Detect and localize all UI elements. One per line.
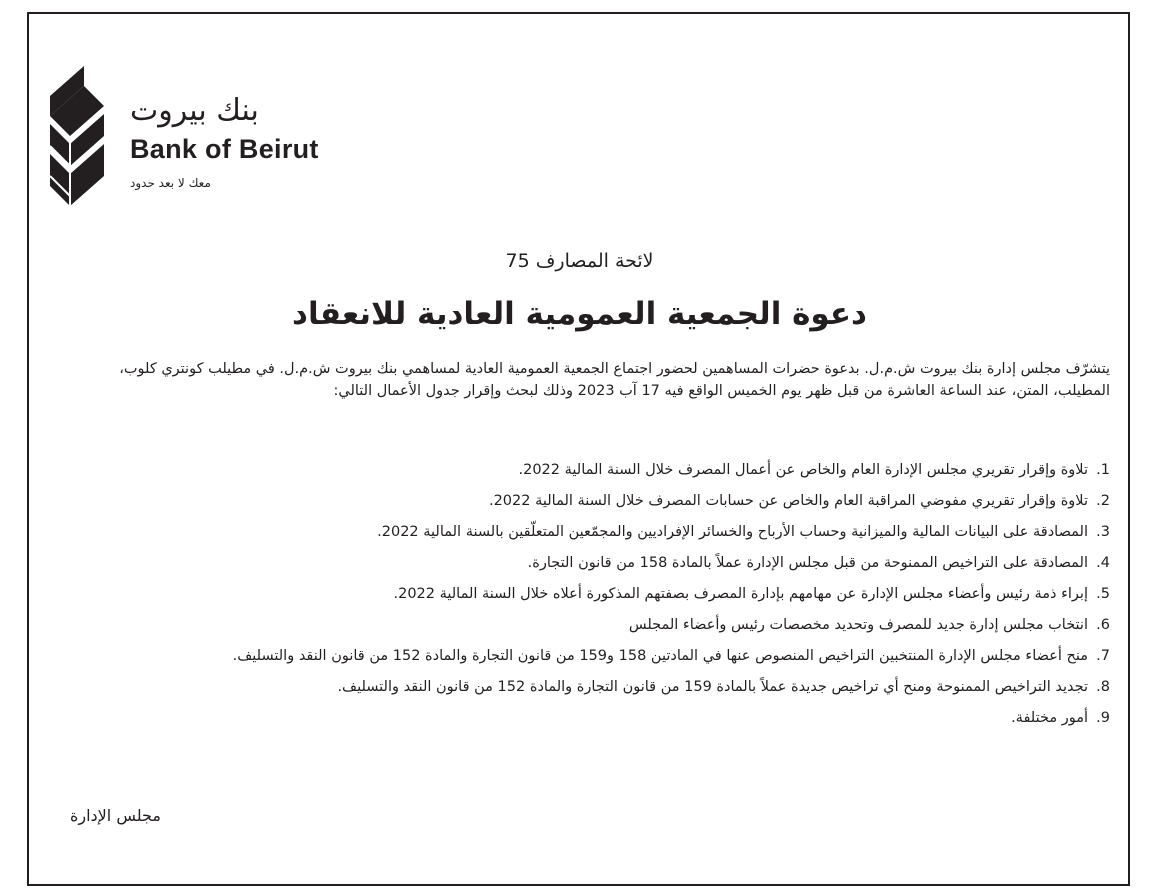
logo-arabic-name: بنك بيروت: [130, 93, 259, 128]
agenda-item-text: تلاوة وإقرار تقريري مفوضي المراقبة العام والخاص عن حسابات المصرف خلال السنة المالية 2022.: [488, 493, 1088, 509]
agenda-item: [80, 522, 1110, 543]
agenda-item-number: 3.: [1096, 524, 1110, 540]
agenda-item-text: المصادقة على البيانات المالية والميزانية وحساب الأرباح والخسائر الإفراديين والمجمّعين المتعلّقين بالسنة المالية 2022.: [377, 524, 1088, 540]
bank-of-beirut-logo-icon: [50, 66, 104, 206]
agenda-item-number: 1.: [1096, 462, 1110, 478]
logo-english-name: Bank of Beirut: [130, 134, 319, 164]
signature: مجلس الإدارة: [70, 806, 161, 825]
agenda-item-number: 6.: [1096, 617, 1110, 633]
agenda-item-text: تلاوة وإقرار تقريري مجلس الإدارة العام والخاص عن أعمال المصرف خلال السنة المالية 2022.: [518, 462, 1088, 478]
agenda-item-number: 2.: [1096, 493, 1110, 509]
agenda-item-text: أمور مختلفة.: [1011, 710, 1088, 726]
circular-reference: لائحة المصارف 75: [505, 250, 654, 272]
agenda-item-number: 5.: [1096, 586, 1110, 602]
agenda-item: [80, 584, 1110, 605]
announcement-title: دعوة الجمعية العمومية العادية للانعقاد: [292, 296, 867, 332]
logo-tagline: معك لا بعد حدود: [130, 176, 211, 190]
agenda-item-text: تجديد التراخيص الممنوحة ومنح أي تراخيص جديدة عملاً بالمادة 159 من قانون التجارة والمادة 152 من قانون النقد والتسليف.: [337, 679, 1088, 695]
agenda-item-text: انتخاب مجلس إدارة جديد للمصرف وتحديد مخصصات رئيس وأعضاء المجلس: [628, 617, 1088, 633]
agenda-item: [80, 677, 1110, 698]
bank-logo: [50, 66, 340, 206]
agenda-item: [80, 615, 1110, 636]
agenda-item-text: منح أعضاء مجلس الإدارة المنتخبين التراخيص المنصوص عنها في المادتين 158 و159 من قانون التجارة والمادة 152 من قانون النقد والتسليف.: [232, 648, 1088, 664]
agenda-item-number: 7.: [1096, 648, 1110, 664]
agenda-item-text: المصادقة على التراخيص الممنوحة من قبل مجلس الإدارة عملاً بالمادة 158 من قانون التجارة.: [527, 555, 1088, 571]
agenda-list: [80, 460, 1110, 739]
agenda-item: [80, 460, 1110, 481]
agenda-item: [80, 491, 1110, 512]
agenda-item-number: 8.: [1096, 679, 1110, 695]
agenda-item-text: إبراء ذمة رئيس وأعضاء مجلس الإدارة عن مهامهم بإدارة المصرف بصفتهم المذكورة أعلاه خلال السنة المالية 2022.: [393, 586, 1088, 602]
agenda-item: [80, 553, 1110, 574]
agenda-item-number: 4.: [1096, 555, 1110, 571]
agenda-item: [80, 646, 1110, 667]
agenda-item-number: 9.: [1096, 710, 1110, 726]
intro-paragraph: يتشرّف مجلس إدارة بنك بيروت ش.م.ل. بدعوة حضرات المساهمين لحضور اجتماع الجمعية العمومية العادية لمساهمي بنك بيروت ش.م.ل. في مطيلب كونتري كلوب، المطيلب، المتن، عند الساعة العاشرة من قبل ظهر يوم الخميس الواقع فيه 17 آب 2023 وذلك لبحث وإقرار جدول الأعمال التالي:: [119, 361, 1110, 399]
agenda-item: [80, 708, 1110, 729]
